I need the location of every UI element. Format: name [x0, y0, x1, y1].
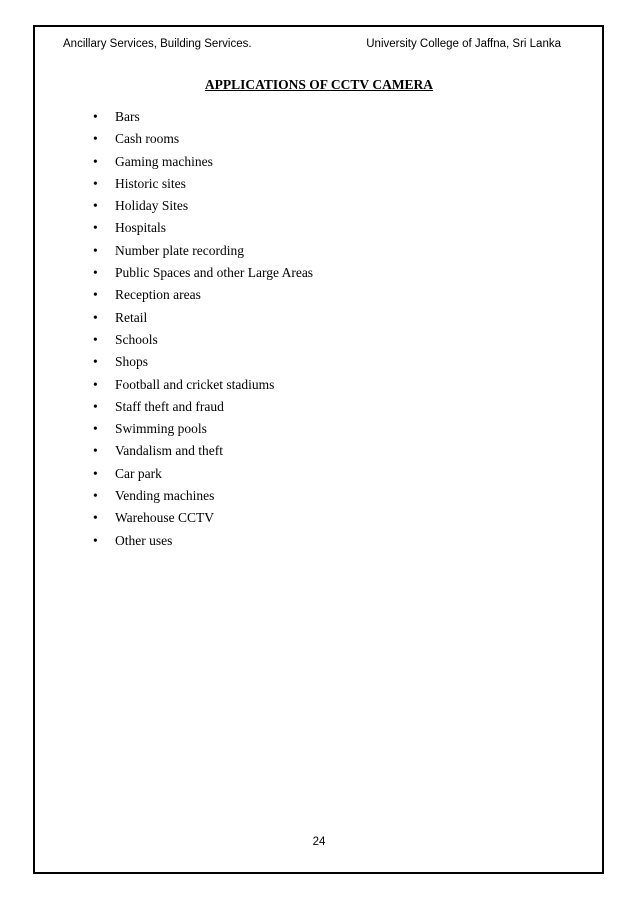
bullet-icon: • — [93, 510, 98, 526]
list-item-text: Hospitals — [115, 220, 167, 236]
bullet-icon: • — [93, 331, 98, 347]
bullet-icon: • — [93, 532, 98, 548]
list-item — [93, 485, 313, 507]
list-item — [93, 396, 313, 418]
list-item — [93, 151, 313, 173]
list-item — [93, 351, 313, 373]
list-item-text: Warehouse CCTV — [115, 510, 215, 526]
list-item-text: Reception areas — [115, 287, 201, 303]
list-item-text: Bars — [115, 109, 140, 124]
bullet-icon: • — [93, 153, 98, 169]
list-item-text: Vending machines — [115, 488, 215, 504]
bullet-icon: • — [93, 198, 98, 214]
list-item — [93, 530, 313, 552]
bullet-icon: • — [93, 309, 98, 325]
list-item-text: Public Spaces and other Large Areas — [115, 265, 314, 281]
page-number: 24 — [312, 836, 326, 848]
bullet-icon: • — [93, 465, 98, 481]
list-item — [93, 374, 313, 396]
bullet-icon: • — [93, 220, 98, 236]
header-left-text: Ancillary Services, Building Services. — [63, 38, 252, 50]
bullet-icon: • — [93, 175, 98, 191]
list-item-text: Car park — [115, 465, 162, 481]
list-item-text: Number plate recording — [115, 242, 244, 258]
list-item — [93, 507, 313, 529]
list-item — [93, 262, 313, 284]
list-item-text: Staff theft and fraud — [115, 398, 224, 414]
list-item-text: Schools — [115, 331, 158, 347]
list-item — [93, 173, 313, 195]
list-item-text: Holiday Sites — [115, 198, 189, 214]
list-item-text: Swimming pools — [115, 421, 207, 437]
list-item — [93, 418, 313, 440]
list-item-text: Cash rooms — [115, 131, 180, 147]
page-title: APPLICATIONS OF CCTV CAMERA — [204, 77, 434, 92]
list-item-text: Vandalism and theft — [115, 443, 223, 459]
bullet-icon: • — [93, 488, 98, 504]
bullet-icon: • — [93, 242, 98, 258]
list-item — [93, 106, 313, 128]
list-item — [93, 307, 313, 329]
list-item — [93, 195, 313, 217]
list-item — [93, 128, 313, 150]
bullet-icon: • — [93, 354, 98, 370]
bullet-icon: • — [93, 131, 98, 147]
bullet-icon: • — [93, 265, 98, 281]
list-item-text: Shops — [115, 354, 149, 370]
list-item — [93, 440, 313, 462]
list-item — [93, 463, 313, 485]
bullet-icon: • — [93, 287, 98, 303]
header-right-text: University College of Jaffna, Sri Lanka — [366, 38, 561, 50]
bullet-icon: • — [93, 421, 98, 437]
list-item-text: Gaming machines — [115, 153, 213, 169]
applications-list — [93, 106, 313, 552]
list-item — [93, 329, 313, 351]
list-item — [93, 217, 313, 239]
bullet-icon: • — [93, 376, 98, 392]
list-item-text: Historic sites — [115, 175, 186, 191]
list-item-text: Retail — [115, 309, 148, 325]
list-item — [93, 284, 313, 306]
bullet-icon: • — [93, 398, 98, 414]
bullet-icon: • — [93, 443, 98, 459]
bullet-icon: • — [93, 109, 98, 124]
list-item — [93, 240, 313, 262]
list-item-text: Football and cricket stadiums — [115, 376, 275, 392]
list-item-text: Other uses — [115, 532, 173, 548]
